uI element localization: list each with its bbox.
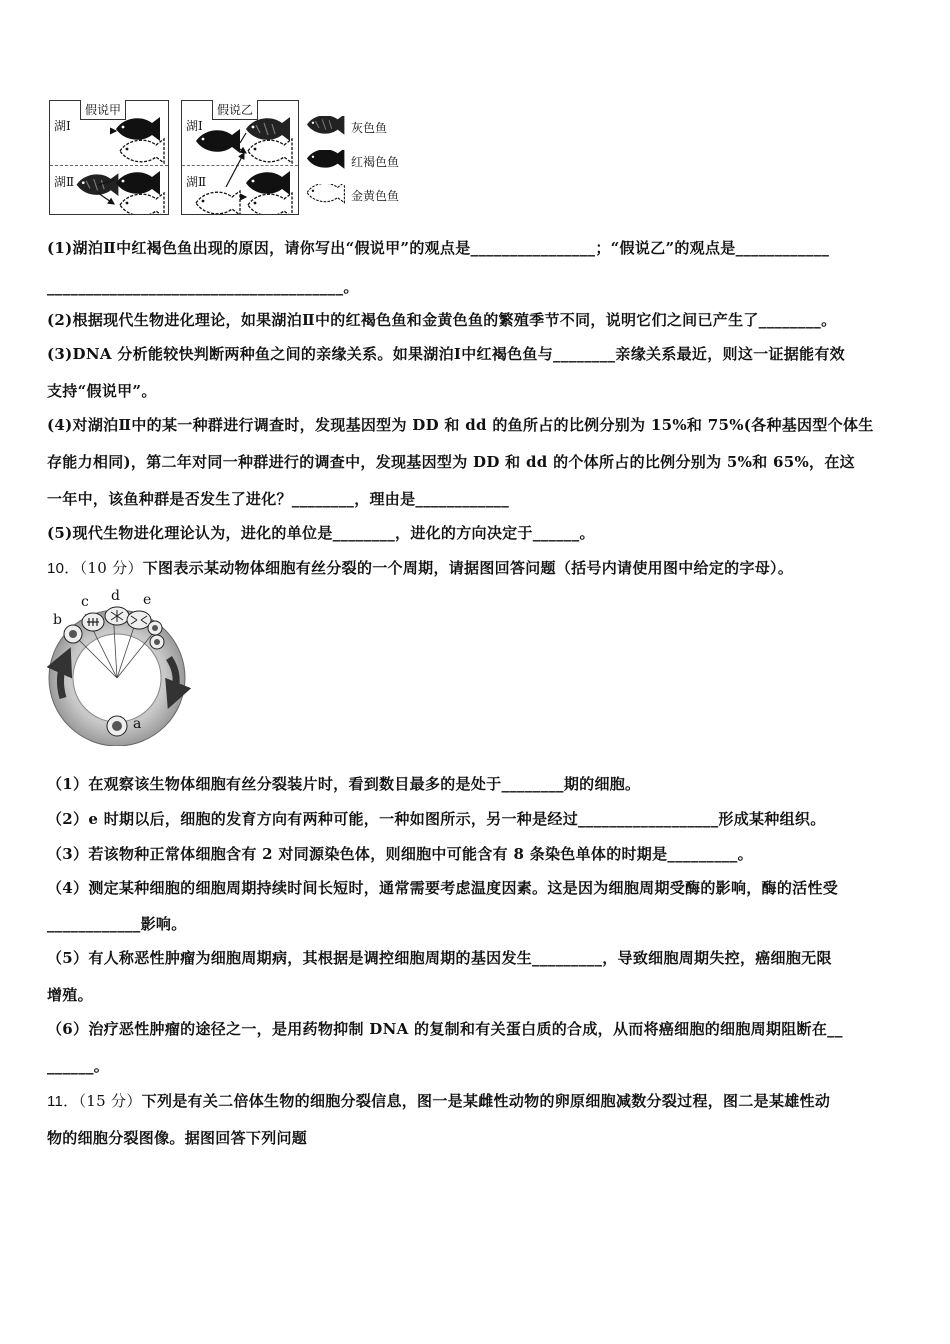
q11-line-2: 物的细胞分裂图像。据图回答下列问题 bbox=[47, 1129, 308, 1147]
q9-line-5: 支持“假说甲”。 bbox=[47, 382, 157, 400]
q10-line-4: （4）测定某种细胞的细胞周期持续时间长短时，通常需要考虑温度因素。这是因为细胞周期受酶的影响，酶的活性受 bbox=[47, 879, 839, 897]
label-a: a bbox=[133, 716, 142, 732]
q9-line-7: 存能力相同)，第二年对同一种群进行的调查中，发现基因型为 DD 和 dd 的个体所占的比例分别为 5%和 65%，在这 bbox=[47, 453, 855, 471]
hypothesis-b-panel bbox=[181, 100, 299, 215]
q9-line-8: 一年中，该鱼种群是否发生了进化？________，理由是____________ bbox=[47, 490, 510, 508]
cell-cycle-figure bbox=[47, 588, 197, 746]
lake-2-label: 湖Ⅱ bbox=[186, 175, 207, 189]
redbrown-fish-icon bbox=[307, 150, 347, 172]
q10-line-8: （6）治疗恶性肿瘤的途径之一，是用药物抑制 DNA 的复制和有关蛋白质的合成，从而将癌细胞的细胞周期阻断在__ bbox=[47, 1020, 843, 1038]
q9-line-9: (5)现代生物进化理论认为，进化的单位是________，进化的方向决定于______。 bbox=[47, 524, 595, 542]
q10-line-1: （1）在观察该生物体细胞有丝分裂装片时，看到数目最多的是处于________期的细胞。 bbox=[47, 775, 641, 793]
question-number: 11． bbox=[47, 1093, 79, 1110]
q9-line-1: (1)湖泊Ⅱ中红褐色鱼出现的原因，请你写出“假说甲”的观点是________________；“假说乙”的观点是____________ bbox=[47, 239, 830, 257]
hypothesis-b-title: 假说乙 bbox=[212, 100, 258, 120]
lake-2-label: 湖Ⅱ bbox=[54, 175, 75, 189]
q9-line-6: (4)对湖泊Ⅱ中的某一种群进行调查时，发现基因型为 DD 和 dd 的鱼所占的比例分别为 15%和 75%(各种基因型个体生 bbox=[47, 416, 874, 434]
q10-line-5: ____________影响。 bbox=[47, 915, 187, 933]
label-e: e bbox=[143, 592, 152, 608]
q10-line-2: （2）e 时期以后，细胞的发育方向有两种可能，一种如图所示，另一种是经过__________________形成某种组织。 bbox=[47, 810, 826, 828]
hypothesis-a-title: 假说甲 bbox=[80, 100, 126, 120]
label-c: c bbox=[81, 594, 89, 610]
q11-stem bbox=[47, 1090, 830, 1111]
lake-1-label: 湖Ⅰ bbox=[186, 119, 203, 133]
q9-line-3: (2)根据现代生物进化理论，如果湖泊Ⅱ中的红褐色鱼和金黄色鱼的繁殖季节不同，说明它们之间已产生了________。 bbox=[47, 311, 837, 329]
question-points: （15 分） bbox=[78, 1092, 142, 1110]
label-b: b bbox=[53, 612, 62, 628]
golden-fish-icon bbox=[307, 184, 347, 206]
legend-label: 金黄色鱼 bbox=[351, 188, 400, 203]
hypothesis-a-fish bbox=[50, 101, 168, 214]
q10-line-7: 增殖。 bbox=[47, 986, 93, 1004]
legend-label: 灰色鱼 bbox=[351, 120, 388, 135]
legend-golden-fish bbox=[307, 184, 399, 206]
fish-figure bbox=[47, 100, 427, 218]
legend-label: 红褐色鱼 bbox=[351, 154, 400, 169]
question-stem: 下图表示某动物体细胞有丝分裂的一个周期，请据图回答问题（括号内请使用图中给定的字母）。 bbox=[142, 559, 794, 577]
question-number: 10． bbox=[47, 560, 80, 577]
gray-fish-icon bbox=[307, 116, 347, 138]
label-d: d bbox=[111, 588, 120, 604]
q10-stem bbox=[47, 557, 793, 578]
legend-redbrown-fish bbox=[307, 150, 399, 172]
q10-line-6: （5）有人称恶性肿瘤为细胞周期病，其根据是调控细胞周期的基因发生_________，导致细胞周期失控，癌细胞无限 bbox=[47, 949, 832, 967]
legend-gray-fish bbox=[307, 116, 387, 138]
q9-line-2: ______________________________________。 bbox=[47, 278, 359, 296]
q10-line-3: （3）若该物种正常体细胞含有 2 对同源染色体，则细胞中可能含有 8 条染色单体的时期是_________。 bbox=[47, 845, 753, 863]
q9-line-4: (3)DNA 分析能较快判断两种鱼之间的亲缘关系。如果湖泊Ⅰ中红褐色鱼与________亲缘关系最近，则这一证据能有效 bbox=[47, 345, 845, 363]
lake-1-label: 湖Ⅰ bbox=[54, 119, 71, 133]
q10-line-9: ______。 bbox=[47, 1057, 110, 1075]
cell-cycle-diagram bbox=[47, 588, 197, 746]
hypothesis-a-panel bbox=[49, 100, 169, 215]
question-stem: 下列是有关二倍体生物的细胞分裂信息，图一是某雌性动物的卵原细胞减数分裂过程，图二是某雄性动 bbox=[141, 1092, 831, 1110]
question-points: （10 分） bbox=[79, 559, 143, 577]
hypothesis-b-fish bbox=[182, 101, 298, 214]
